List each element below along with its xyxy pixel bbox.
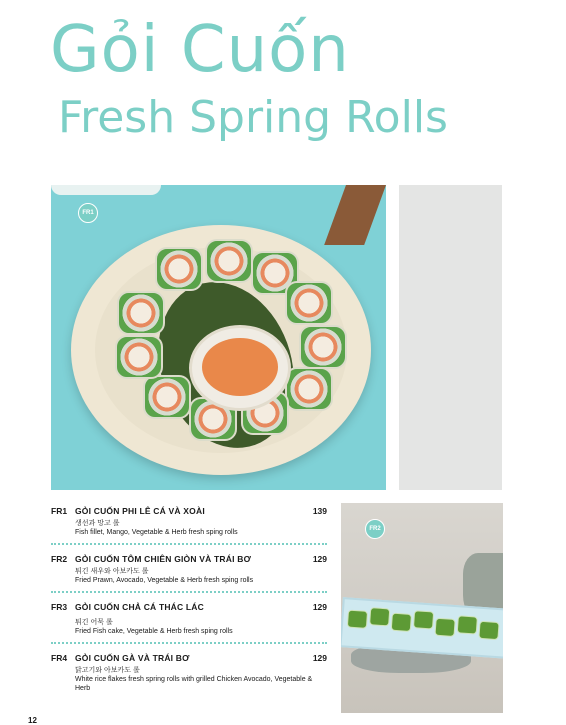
- item-english: Fried Prawn, Avocado, Vegetable & Herb fresh sping rolls: [75, 577, 254, 584]
- background-plate-edge: [51, 185, 161, 195]
- item-price: 129: [312, 554, 327, 564]
- dish-code-badge: FR2: [365, 519, 385, 539]
- menu-item: [51, 506, 327, 537]
- page-title-vietnamese: Gỏi Cuốn: [50, 13, 350, 87]
- menu-item: [51, 653, 327, 693]
- item-code: FR4: [51, 653, 68, 663]
- item-price: 129: [312, 653, 327, 663]
- spring-roll: [285, 367, 333, 411]
- spring-roll: [205, 239, 253, 283]
- item-korean: 튀긴 새우와 아보카도 롤: [75, 568, 149, 575]
- spring-roll-piece: [457, 615, 478, 634]
- dotted-divider: [51, 642, 327, 644]
- spring-roll: [155, 247, 203, 291]
- item-code: FR3: [51, 602, 68, 612]
- item-price: 129: [312, 602, 327, 612]
- plate: [71, 225, 371, 475]
- spring-roll: [115, 335, 163, 379]
- item-korean: 튀긴 어묵 롤: [75, 619, 113, 626]
- page-number: 12: [28, 716, 37, 725]
- spring-roll-piece: [413, 610, 434, 629]
- spring-roll: [299, 325, 347, 369]
- dotted-divider: [51, 543, 327, 545]
- spring-roll-piece: [347, 610, 368, 629]
- spring-roll: [143, 375, 191, 419]
- spring-roll-piece: [369, 607, 390, 626]
- item-name: GỎI CUỐN TÔM CHIÊN GIÒN VÀ TRÁI BƠ: [75, 554, 252, 564]
- spring-roll-piece: [478, 621, 499, 640]
- menu-list: [51, 506, 327, 693]
- item-korean: 닭고기와 아보카도 롤: [75, 667, 140, 674]
- wooden-board: [324, 185, 386, 245]
- item-english: White rice flakes fresh spring rolls with grilled Chicken Avocado, Vegetable & Herb: [75, 676, 313, 692]
- menu-item: [51, 602, 327, 636]
- item-name: GỎI CUỐN CHẢ CÁ THÁC LÁC: [75, 602, 204, 612]
- spring-roll-piece: [391, 613, 412, 632]
- dish-code-badge: FR1: [78, 203, 98, 223]
- spring-roll: [117, 291, 165, 335]
- dipping-sauce: [202, 338, 278, 396]
- item-english: Fish fillet, Mango, Vegetable & Herb fresh sping rolls: [75, 529, 238, 536]
- item-code: FR2: [51, 554, 68, 564]
- item-name: GỎI CUỐN GÀ VÀ TRÁI BƠ: [75, 653, 190, 663]
- grey-panel: [399, 185, 502, 490]
- item-korean: 생선과 망고 롤: [75, 520, 120, 527]
- item-english: Fried Fish cake, Vegetable & Herb fresh sping rolls: [75, 628, 233, 635]
- item-price: 139: [312, 506, 327, 516]
- dipping-sauce-bowl: [189, 325, 291, 411]
- item-name: GỎI CUỐN PHI LÊ CÁ VÀ XOÀI: [75, 506, 205, 516]
- spring-roll-piece: [434, 618, 455, 637]
- main-dish-photo: [51, 185, 386, 490]
- spring-roll: [285, 281, 333, 325]
- dotted-divider: [51, 591, 327, 593]
- side-dish-photo: [341, 503, 503, 713]
- item-code: FR1: [51, 506, 68, 516]
- page-title-english: Fresh Spring Rolls: [58, 92, 448, 143]
- menu-item: [51, 554, 327, 585]
